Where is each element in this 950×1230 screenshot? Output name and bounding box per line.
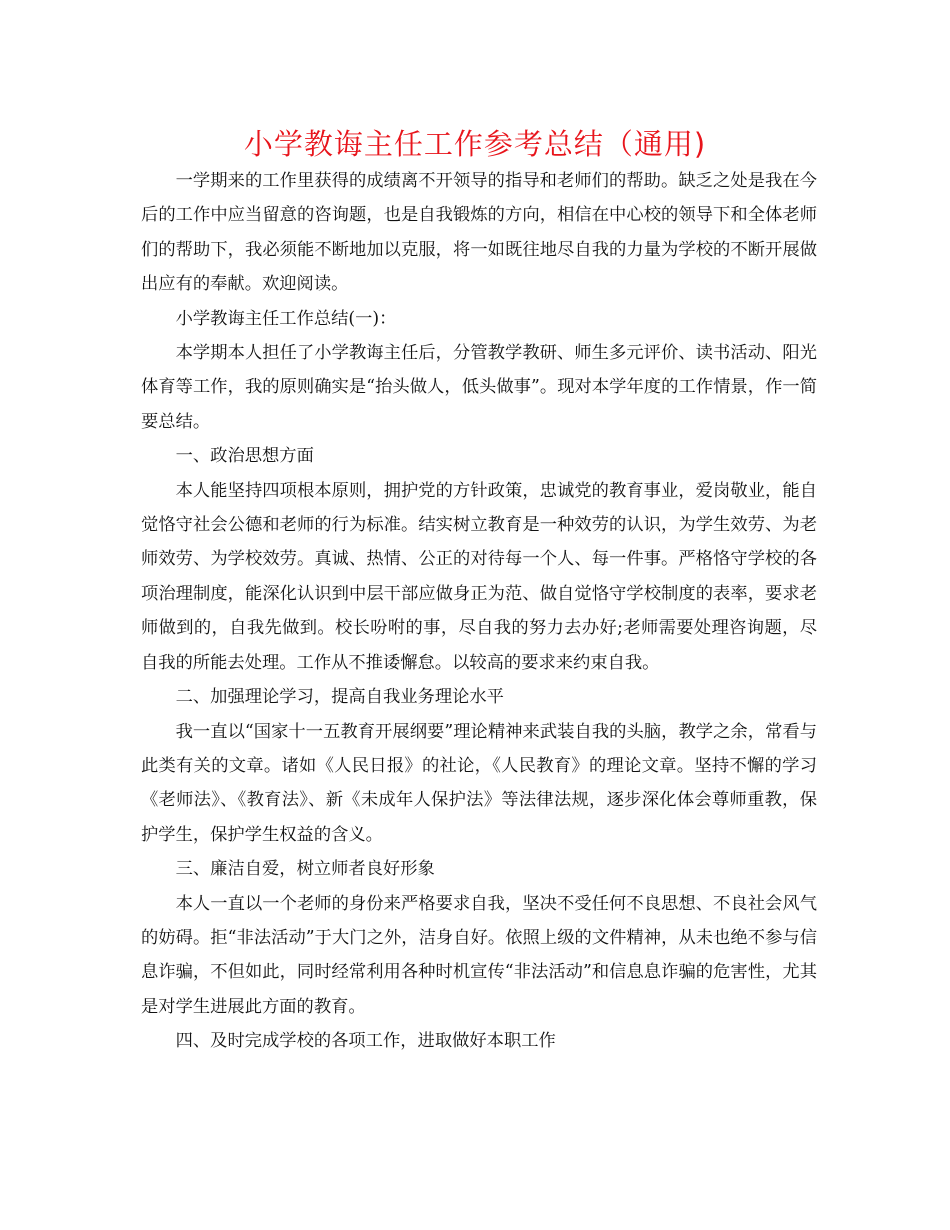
heading-integrity: 三、廉洁自爱，树立师者良好形象: [175, 859, 435, 880]
paragraph-2: 本人能坚持四项根本原则，拥护党的方针政策，忠诚党的教育事业，爱岗敬业，能自觉恪守社会公德和老师的行为标准。结实树立教育是一种效劳的认识，为学生效劳、为老师效劳、为学校效劳。真诚、热情、公正的对待每一个人、每一件事。严格恪守学校的各项治理制度，能深化认识到中层干部应做身正为范、做自觉恪守学校制度的表率，要求老师做到的，自我先做到。校长吩咐的事，尽自我的努力去办好;老师需要处理咨询题，尽自我的所能去处理。工作从不推诿懈怠。以较高的要求来约束自我。: [141, 480, 817, 673]
paragraph-1: 本学期本人担任了小学教诲主任后，分管教学教研、师生多元评价、读书活动、阳光体育等工作，我的原则确实是“抬头做人，低头做事”。现对本学年度的工作情景，作一简要总结。: [141, 343, 817, 432]
document-body: [141, 164, 817, 1059]
paragraph-4: 本人一直以一个老师的身份来严格要求自我，坚决不受任何不良思想、不良社会风气的妨碍。拒“非法活动”于大门之外，洁身自好。依照上级的文件精神，从未也绝不参与信息诈骗，不但如此，同时经常利用各种时机宣传“非法活动”和信息息诈骗的危害性，尤其是对学生进展此方面的教育。: [141, 893, 817, 1017]
section-subtitle: 小学教诲主任工作总结(一)：: [175, 308, 397, 329]
heading-politics: 一、政治思想方面: [175, 446, 314, 467]
paragraph-3: 我一直以“国家十一五教育开展纲要”理论精神来武装自我的头脑，教学之余，常看与此类有关的文章。诸如《人民日报》的社论，《人民教育》的理论文章。坚持不懈的学习《老师法》、《教育法》、新《未成年人保护法》等法律法规，逐步深化体会尊师重教，保护学生，保护学生权益的含义。: [141, 721, 817, 845]
intro-paragraph: 一学期来的工作里获得的成绩离不开领导的指导和老师们的帮助。缺乏之处是我在今后的工作中应当留意的咨询题，也是自我锻炼的方向，相信在中心校的领导下和全体老师们的帮助下，我必须能不断地加以克服，将一如既往地尽自我的力量为学校的不断开展做出应有的奉献。欢迎阅读。: [141, 171, 817, 295]
heading-theory-study: 二、加强理论学习，提高自我业务理论水平: [175, 687, 504, 708]
heading-duties: 四、及时完成学校的各项工作，进取做好本职工作: [175, 1031, 556, 1052]
document-title: 小学教诲主任工作参考总结（通用): [243, 127, 707, 161]
